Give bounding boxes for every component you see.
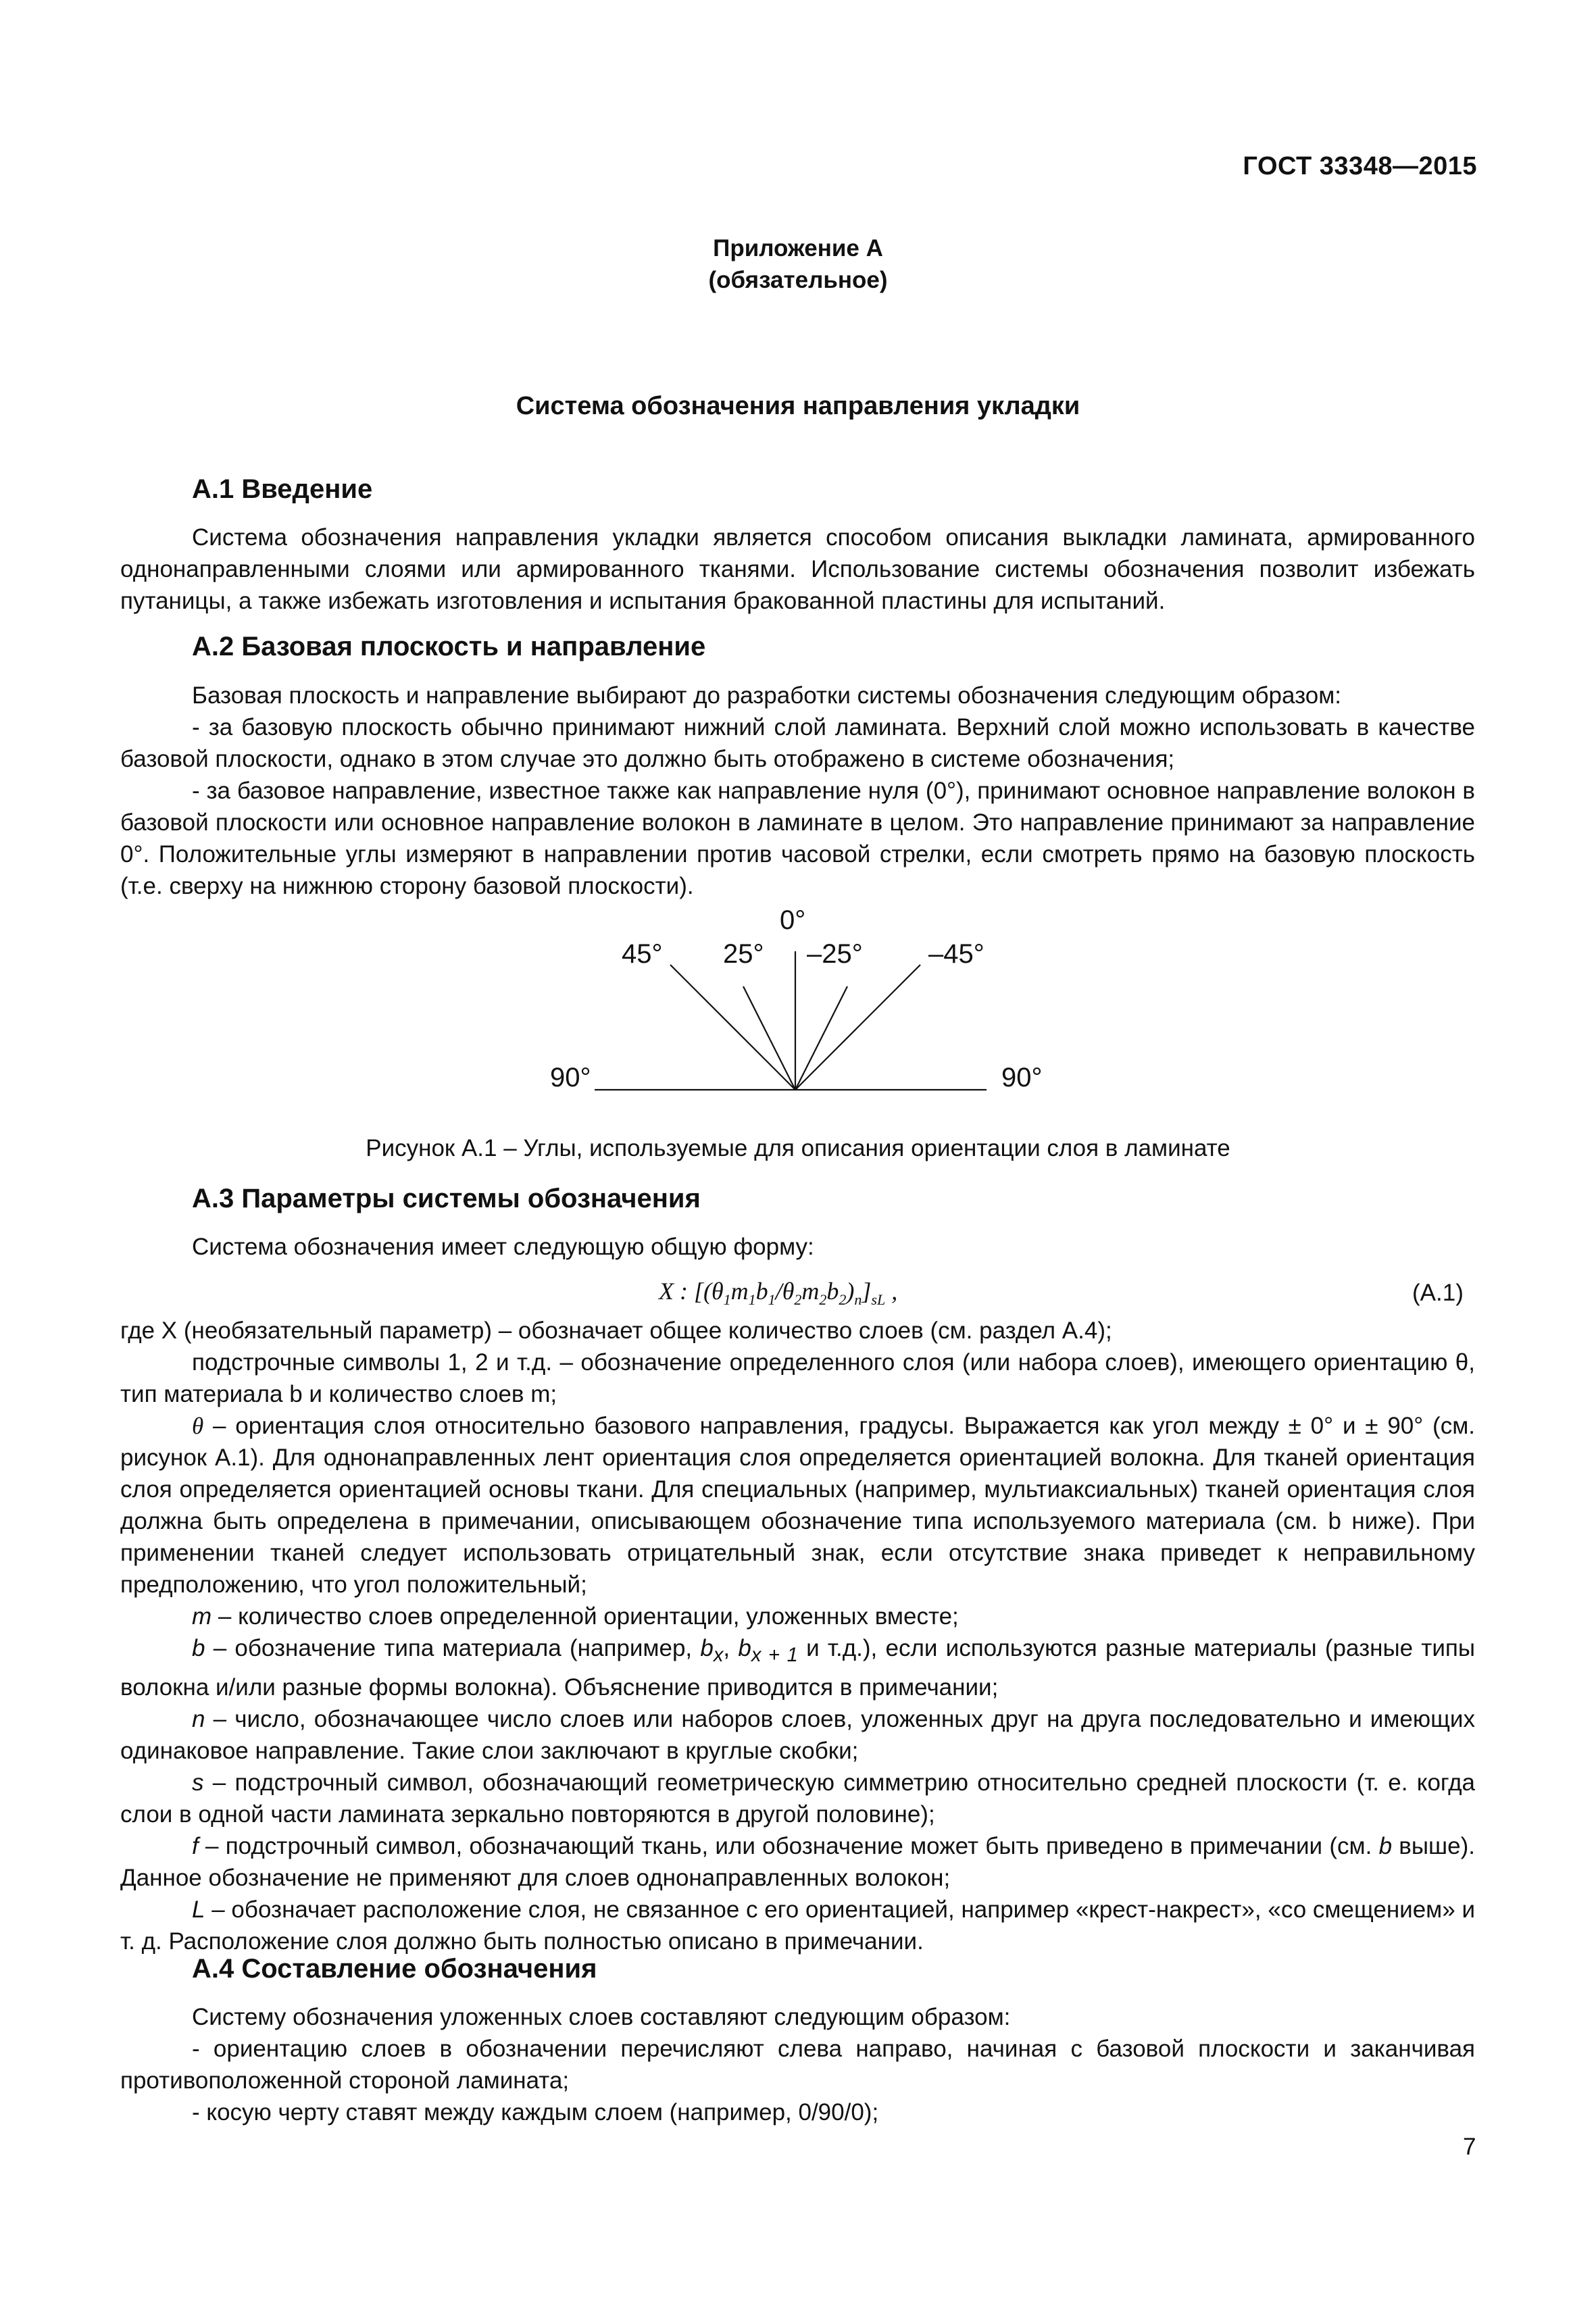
ray-25 [743, 986, 795, 1090]
section-a3-definitions [120, 1315, 1475, 1957]
standard-number: ГОСТ 33348—2015 [1243, 152, 1477, 180]
appendix-label: Приложение А [713, 235, 883, 261]
section-a2-paragraph-2: - за базовую плоскость обычно принимают нижний слой ламината. Верхний слой можно использовать в качестве базовой плоскости, однако в этом случае это должно быть отображено в системе обозначения; [120, 714, 1475, 772]
section-a3-intro [120, 1231, 1475, 1263]
ray-minus-45 [795, 965, 920, 1090]
section-a1-body [120, 522, 1475, 617]
ray-minus-25 [795, 986, 847, 1090]
section-a4-heading: А.4 Составление обозначения [192, 1954, 597, 1984]
definition-subscripts: подстрочные символы 1, 2 и т.д. – обозначение определенного слоя (или набора слоев), имеющего ориентацию θ, тип материала b и количество слоев m; [120, 1349, 1475, 1407]
definition-x: где X (необязательный параметр) – обозначает общее количество слоев (см. раздел А.4); [120, 1317, 1112, 1344]
label-minus-25: –25° [807, 939, 863, 969]
appendix-type: (обязательное) [708, 267, 888, 293]
formula-number: (А.1) [1412, 1280, 1464, 1306]
label-left-90: 90° [550, 1063, 591, 1092]
section-a4-body [120, 2001, 1475, 2128]
page-number: 7 [1463, 2134, 1476, 2160]
formula-a1: X : $[(\theta_1m_1b_1/\theta_2m_2b_2)_n]_{sL}$ , [659, 1278, 898, 1309]
label-25: 25° [723, 939, 764, 969]
ray-45 [670, 965, 795, 1090]
label-minus-45: –45° [928, 939, 984, 969]
section-a3-paragraph-1: Система обозначения имеет следующую общую форму: [192, 1234, 814, 1260]
section-a1-heading: А.1 Введение [192, 474, 373, 504]
section-a4-paragraph-1: Систему обозначения уложенных слоев составляют следующим образом: [192, 2004, 1011, 2030]
label-right-90: 90° [1001, 1063, 1043, 1092]
angle-diagram [527, 899, 1043, 1108]
definition-s: s – подстрочный символ, обозначающий геометрическую симметрию относительно средней плоскости (т. е. когда слои в одной части ламината зеркально повторяются в другой половине); [120, 1769, 1475, 1828]
definition-m: m – количество слоев определенной ориентации, уложенных вместе; [192, 1603, 959, 1630]
definition-theta: θ – ориентация слоя относительно базового направления, градусы. Выражается как угол между ± 0° и ± 90° (см. рисунок А.1). Для однонаправленных лент ориентация слоя определяется ориентацией волокна. Для тканей ориентация слоя определяется ориентацией основы ткани. Для специальных (например, мультиаксиальных) тканей ориентация слоя должна быть определена в примечании, описывающем обозначение типа используемого материала (см. b ниже). При применении тканей следует использовать отрицательный знак, если отсутствие знака приведет к неправильному предположению, что угол положительный; [120, 1413, 1475, 1598]
definition-b: b – обозначение типа материала (например, $b_x$, $b_{x + 1}$ и т.д.), если используются разные материалы (разные типы волокна и/или разные формы волокна). Объяснение приводится в примечании; [120, 1635, 1475, 1701]
section-a2-paragraph-3: - за базовое направление, известное также как направление нуля (0°), принимают основное направление волокон в базовой плоскости или основное направление волокон в ламинате в целом. Это направление принимают за направление 0°. Положительные углы измеряют в направлении против часовой стрелки, если смотреть прямо на базовую плоскость (т.е. сверху на нижнюю сторону базовой плоскости). [120, 778, 1475, 899]
section-a2-heading: А.2 Базовая плоскость и направление [192, 632, 706, 661]
section-a4-paragraph-2: - ориентацию слоев в обозначении перечисляют слева направо, начиная с базовой плоскости и заканчивая противоположенной стороной ламината; [120, 2036, 1475, 2094]
definition-n: n – число, обозначающее число слоев или наборов слоев, уложенных друг на друга последовательно и имеющих одинаковое направление. Такие слои заключают в круглые скобки; [120, 1706, 1475, 1764]
definition-L: L – обозначает расположение слоя, не связанное с его ориентацией, например «крест-накрест», «со смещением» и т. д. Расположение слоя должно быть полностью описано в примечании. [120, 1896, 1475, 1955]
label-45: 45° [622, 939, 663, 969]
label-0: 0° [780, 905, 806, 935]
section-a2-body [120, 680, 1475, 902]
appendix-title: Система обозначения направления укладки [516, 392, 1080, 420]
section-a1-paragraph: Система обозначения направления укладки является способом описания выкладки ламината, армированного однонаправленными слоями или армированного тканями. Использование системы обозначения позволит избежать путаницы, а также избежать изготовления и испытания бракованной пластины для испытаний. [120, 524, 1475, 614]
section-a2-paragraph-1: Базовая плоскость и направление выбирают до разработки системы обозначения следующим образом: [192, 682, 1341, 709]
figure-caption: Рисунок А.1 – Углы, используемые для описания ориентации слоя в ламинате [366, 1135, 1230, 1161]
section-a4-paragraph-3: - косую черту ставят между каждым слоем (например, 0/90/0); [192, 2099, 879, 2126]
section-a3-heading: А.3 Параметры системы обозначения [192, 1184, 701, 1213]
definition-f: f – подстрочный символ, обозначающий ткань, или обозначение может быть приведено в примечании (см. b выше). Данное обозначение не применяют для слоев однонаправленных волокон; [120, 1833, 1475, 1891]
